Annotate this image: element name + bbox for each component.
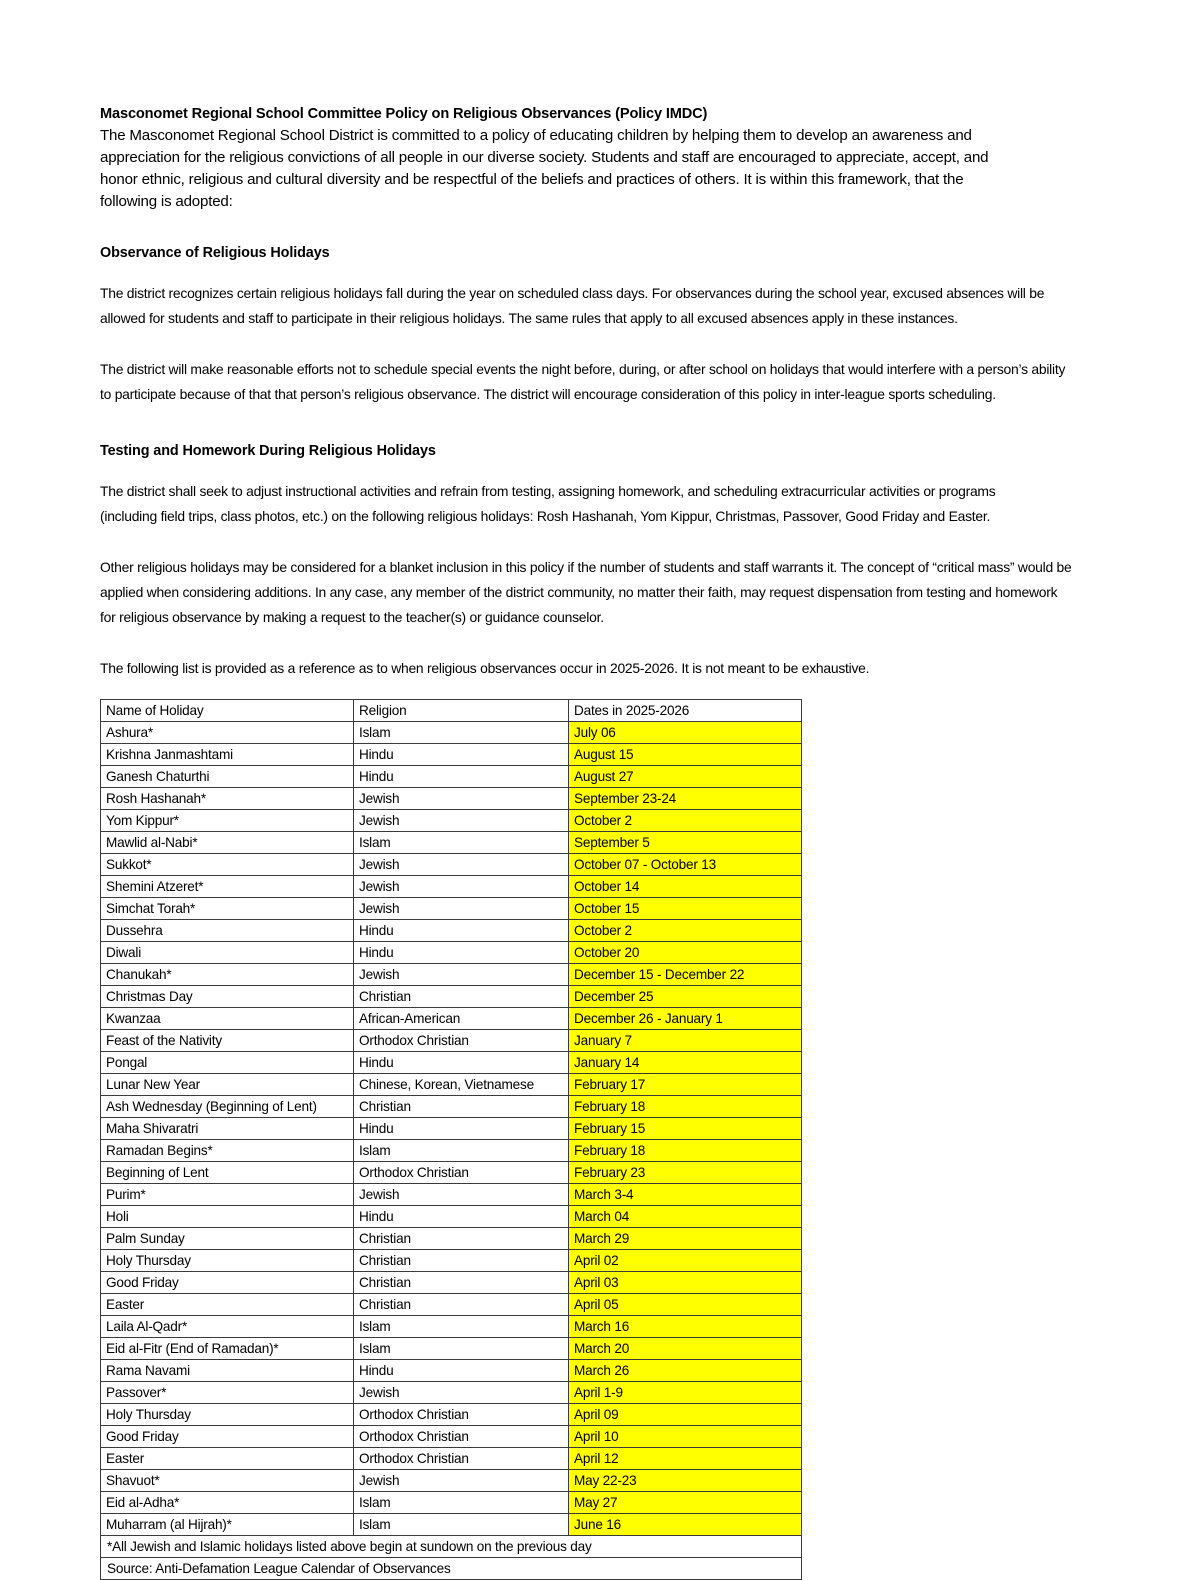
- religious-observances-table: [100, 699, 802, 1580]
- table-row: [101, 897, 802, 919]
- cell-dates: October 15: [569, 897, 802, 919]
- cell-religion: Islam: [354, 1315, 569, 1337]
- table-row: [101, 1403, 802, 1425]
- cell-holiday-name: Purim*: [101, 1183, 354, 1205]
- cell-dates: April 03: [569, 1271, 802, 1293]
- cell-dates: March 20: [569, 1337, 802, 1359]
- cell-religion: Hindu: [354, 941, 569, 963]
- cell-holiday-name: Kwanzaa: [101, 1007, 354, 1029]
- cell-religion: Christian: [354, 985, 569, 1007]
- table-row: [101, 1271, 802, 1293]
- cell-religion: Chinese, Korean, Vietnamese: [354, 1073, 569, 1095]
- cell-religion: Islam: [354, 721, 569, 743]
- table-header-religion: Religion: [354, 699, 569, 721]
- table-row: [101, 919, 802, 941]
- table-row: [101, 1337, 802, 1359]
- cell-holiday-name: Easter: [101, 1447, 354, 1469]
- table-header-dates: Dates in 2025-2026: [569, 699, 802, 721]
- cell-holiday-name: Muharram (al Hijrah)*: [101, 1513, 354, 1535]
- cell-holiday-name: Lunar New Year: [101, 1073, 354, 1095]
- cell-holiday-name: Ganesh Chaturthi: [101, 765, 354, 787]
- cell-dates: May 22-23: [569, 1469, 802, 1491]
- cell-holiday-name: Laila Al-Qadr*: [101, 1315, 354, 1337]
- heading-testing-and-homework: Testing and Homework During Religious Holidays: [100, 442, 436, 459]
- cell-holiday-name: Ash Wednesday (Beginning of Lent): [101, 1095, 354, 1117]
- table-row: [101, 1491, 802, 1513]
- cell-religion: Islam: [354, 1337, 569, 1359]
- table-body: [101, 699, 802, 1579]
- cell-dates: April 02: [569, 1249, 802, 1271]
- cell-religion: Jewish: [354, 963, 569, 985]
- testing-paragraph-1: The district shall seek to adjust instructional activities and refrain from testing, assigning homework, and scheduling extracurricular activities or programs (including field trips, class photos, etc.) on the following religious holidays: Rosh Hashanah, Yom Kippur, Christmas, Passover, Good Friday and Easter.: [100, 482, 996, 524]
- cell-religion: Islam: [354, 1139, 569, 1161]
- cell-religion: African-American: [354, 1007, 569, 1029]
- cell-dates: October 07 - October 13: [569, 853, 802, 875]
- cell-holiday-name: Rama Navami: [101, 1359, 354, 1381]
- cell-dates: December 15 - December 22: [569, 963, 802, 985]
- observance-paragraph-1: The district recognizes certain religious holidays fall during the year on scheduled class days. For observances during the school year, excused absences will be allowed for students and staff to participate in their religious holidays. The same rules that apply to all excused absences apply in these instances.: [100, 284, 1045, 326]
- table-footnote-row: [101, 1535, 802, 1557]
- testing-paragraph-2: Other religious holidays may be considered for a blanket inclusion in this policy if the number of students and staff warrants it. The concept of “critical mass” would be applied when considering additions. In any case, any member of the district community, no matter their faith, may request dispensation from testing and homework for religious observance by making a request to the teacher(s) or guidance counselor.: [100, 558, 1072, 625]
- policy-intro-paragraph: The Masconomet Regional School District is committed to a policy of educating children by helping them to develop an awareness and appreciation for the religious convictions of all people in our diverse society. Students and staff are encouraged to appreciate, accept, and honor ethnic, religious and cultural diversity and be respectful of the beliefs and practices of others. It is within this framework, that the following is adopted:: [100, 126, 989, 210]
- table-row: [101, 1469, 802, 1491]
- cell-source: Source: Anti-Defamation League Calendar of Observances: [101, 1557, 802, 1579]
- cell-dates: March 04: [569, 1205, 802, 1227]
- cell-holiday-name: Maha Shivaratri: [101, 1117, 354, 1139]
- cell-dates: April 10: [569, 1425, 802, 1447]
- cell-holiday-name: Good Friday: [101, 1425, 354, 1447]
- cell-dates: October 2: [569, 919, 802, 941]
- cell-religion: Orthodox Christian: [354, 1161, 569, 1183]
- cell-religion: Hindu: [354, 765, 569, 787]
- cell-dates: February 18: [569, 1139, 802, 1161]
- cell-religion: Islam: [354, 1513, 569, 1535]
- cell-religion: Hindu: [354, 1359, 569, 1381]
- cell-religion: Hindu: [354, 1051, 569, 1073]
- cell-religion: Christian: [354, 1095, 569, 1117]
- cell-dates: August 15: [569, 743, 802, 765]
- cell-religion: Orthodox Christian: [354, 1029, 569, 1051]
- cell-religion: Jewish: [354, 1381, 569, 1403]
- cell-dates: April 09: [569, 1403, 802, 1425]
- table-row: [101, 787, 802, 809]
- spacer: [100, 681, 1087, 699]
- table-row: [101, 1051, 802, 1073]
- cell-dates: March 26: [569, 1359, 802, 1381]
- cell-religion: Orthodox Christian: [354, 1425, 569, 1447]
- cell-dates: April 12: [569, 1447, 802, 1469]
- cell-religion: Jewish: [354, 1469, 569, 1491]
- table-row: [101, 985, 802, 1007]
- table-row: [101, 1139, 802, 1161]
- table-row: [101, 1425, 802, 1447]
- cell-holiday-name: Mawlid al-Nabi*: [101, 831, 354, 853]
- cell-dates: February 15: [569, 1117, 802, 1139]
- table-row: [101, 1315, 802, 1337]
- cell-dates: July 06: [569, 721, 802, 743]
- table-row: [101, 1007, 802, 1029]
- spacer: [100, 630, 1087, 656]
- cell-religion: Jewish: [354, 897, 569, 919]
- table-source-row: [101, 1557, 802, 1579]
- table-row: [101, 1447, 802, 1469]
- cell-holiday-name: Passover*: [101, 1381, 354, 1403]
- cell-dates: April 05: [569, 1293, 802, 1315]
- cell-holiday-name: Holy Thursday: [101, 1249, 354, 1271]
- table-header-row: [101, 699, 802, 721]
- table-row: [101, 853, 802, 875]
- cell-holiday-name: Sukkot*: [101, 853, 354, 875]
- table-row: [101, 1359, 802, 1381]
- cell-dates: February 23: [569, 1161, 802, 1183]
- spacer: [100, 461, 1087, 479]
- table-row: [101, 1227, 802, 1249]
- cell-religion: Orthodox Christian: [354, 1403, 569, 1425]
- cell-dates: January 14: [569, 1051, 802, 1073]
- table-header-name-of-holiday: Name of Holiday: [101, 699, 354, 721]
- cell-holiday-name: Feast of the Nativity: [101, 1029, 354, 1051]
- cell-dates: September 23-24: [569, 787, 802, 809]
- cell-holiday-name: Christmas Day: [101, 985, 354, 1007]
- table-row: [101, 765, 802, 787]
- cell-religion: Christian: [354, 1293, 569, 1315]
- cell-holiday-name: Eid al-Fitr (End of Ramadan)*: [101, 1337, 354, 1359]
- cell-religion: Islam: [354, 1491, 569, 1513]
- table-row: [101, 743, 802, 765]
- table-row: [101, 831, 802, 853]
- cell-religion: Hindu: [354, 1205, 569, 1227]
- cell-religion: Hindu: [354, 919, 569, 941]
- cell-holiday-name: Pongal: [101, 1051, 354, 1073]
- cell-holiday-name: Diwali: [101, 941, 354, 963]
- cell-dates: October 20: [569, 941, 802, 963]
- cell-holiday-name: Rosh Hashanah*: [101, 787, 354, 809]
- cell-holiday-name: Krishna Janmashtami: [101, 743, 354, 765]
- table-row: [101, 1249, 802, 1271]
- cell-dates: December 26 - January 1: [569, 1007, 802, 1029]
- cell-religion: Christian: [354, 1249, 569, 1271]
- cell-religion: Jewish: [354, 853, 569, 875]
- table-row: [101, 941, 802, 963]
- cell-holiday-name: Simchat Torah*: [101, 897, 354, 919]
- spacer: [100, 263, 1087, 281]
- table-row: [101, 1205, 802, 1227]
- cell-religion: Jewish: [354, 787, 569, 809]
- cell-holiday-name: Yom Kippur*: [101, 809, 354, 831]
- cell-religion: Islam: [354, 831, 569, 853]
- cell-dates: September 5: [569, 831, 802, 853]
- spacer: [100, 331, 1087, 357]
- cell-religion: Jewish: [354, 1183, 569, 1205]
- table-row: [101, 1029, 802, 1051]
- table-row: [101, 1293, 802, 1315]
- cell-religion: Hindu: [354, 743, 569, 765]
- cell-religion: Christian: [354, 1271, 569, 1293]
- table-row: [101, 875, 802, 897]
- table-row: [101, 1095, 802, 1117]
- cell-footnote: *All Jewish and Islamic holidays listed above begin at sundown on the previous day: [101, 1535, 802, 1557]
- cell-holiday-name: Dussehra: [101, 919, 354, 941]
- table-row: [101, 1513, 802, 1535]
- cell-religion: Jewish: [354, 809, 569, 831]
- cell-holiday-name: Holi: [101, 1205, 354, 1227]
- cell-holiday-name: Easter: [101, 1293, 354, 1315]
- spacer: [100, 407, 1087, 441]
- cell-dates: March 3-4: [569, 1183, 802, 1205]
- cell-dates: February 18: [569, 1095, 802, 1117]
- table-row: [101, 721, 802, 743]
- table-row: [101, 1381, 802, 1403]
- cell-dates: March 29: [569, 1227, 802, 1249]
- table-row: [101, 809, 802, 831]
- cell-dates: April 1-9: [569, 1381, 802, 1403]
- cell-dates: March 16: [569, 1315, 802, 1337]
- table-row: [101, 1183, 802, 1205]
- cell-holiday-name: Good Friday: [101, 1271, 354, 1293]
- cell-holiday-name: Palm Sunday: [101, 1227, 354, 1249]
- cell-holiday-name: Holy Thursday: [101, 1403, 354, 1425]
- cell-holiday-name: Beginning of Lent: [101, 1161, 354, 1183]
- cell-dates: January 7: [569, 1029, 802, 1051]
- cell-dates: October 2: [569, 809, 802, 831]
- cell-religion: Christian: [354, 1227, 569, 1249]
- cell-holiday-name: Shavuot*: [101, 1469, 354, 1491]
- cell-holiday-name: Eid al-Adha*: [101, 1491, 354, 1513]
- cell-dates: August 27: [569, 765, 802, 787]
- heading-observance-of-religious-holidays: Observance of Religious Holidays: [100, 244, 330, 261]
- table-row: [101, 1117, 802, 1139]
- cell-dates: October 14: [569, 875, 802, 897]
- observance-paragraph-2: The district will make reasonable efforts not to schedule special events the night before, during, or after school on holidays that would interfere with a person’s ability to participate because of that that person’s religious observance. The district will encourage consideration of this policy in inter-league sports scheduling.: [100, 360, 1066, 402]
- spacer: [100, 213, 1087, 243]
- spacer: [100, 529, 1087, 555]
- cell-religion: Jewish: [354, 875, 569, 897]
- table-row: [101, 1161, 802, 1183]
- cell-dates: June 16: [569, 1513, 802, 1535]
- cell-holiday-name: Ramadan Begins*: [101, 1139, 354, 1161]
- cell-religion: Orthodox Christian: [354, 1447, 569, 1469]
- policy-title: Masconomet Regional School Committee Policy on Religious Observances (Policy IMDC): [100, 106, 708, 122]
- cell-holiday-name: Ashura*: [101, 721, 354, 743]
- table-row: [101, 963, 802, 985]
- cell-dates: February 17: [569, 1073, 802, 1095]
- reference-line: The following list is provided as a reference as to when religious observances occur in 2025-2026. It is not meant to be exhaustive.: [100, 659, 870, 676]
- table-row: [101, 1073, 802, 1095]
- cell-dates: December 25: [569, 985, 802, 1007]
- cell-dates: May 27: [569, 1491, 802, 1513]
- cell-religion: Hindu: [354, 1117, 569, 1139]
- cell-holiday-name: Shemini Atzeret*: [101, 875, 354, 897]
- cell-holiday-name: Chanukah*: [101, 963, 354, 985]
